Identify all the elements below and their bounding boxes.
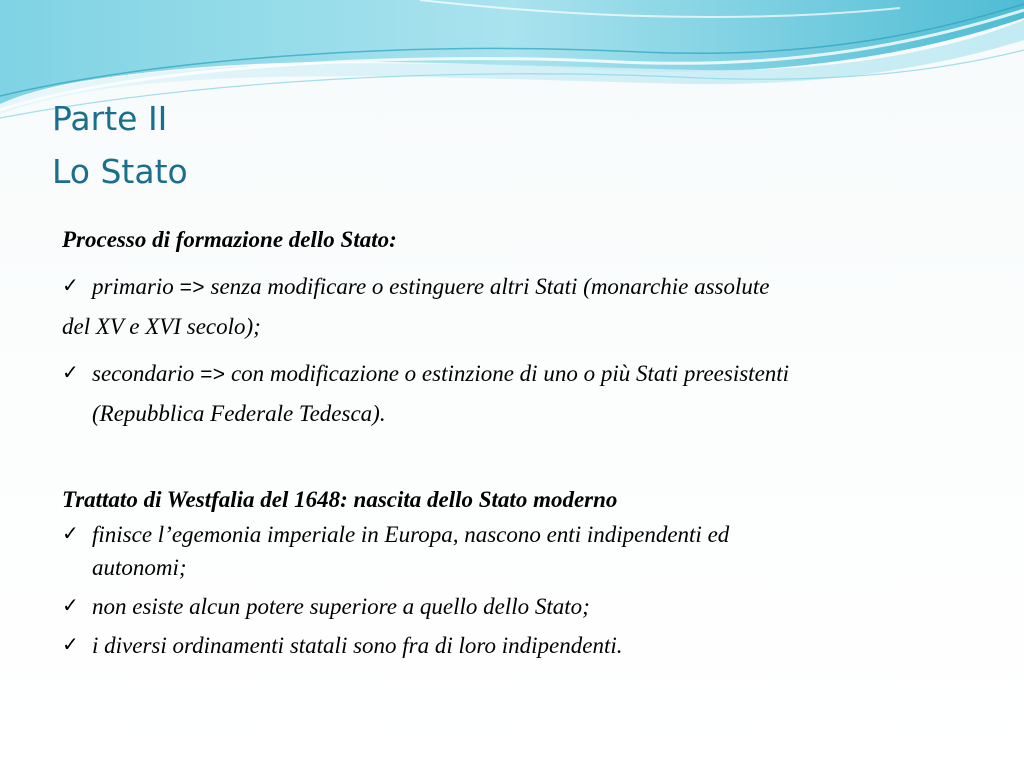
title-line-2: Lo Stato [52,152,188,191]
arrow-symbol: => [199,365,226,388]
checkmark-icon: ✓ [62,275,79,297]
checkmark-icon: ✓ [62,634,79,656]
list-item-primario [62,268,982,345]
section-1-heading: Processo di formazione dello Stato: [62,227,397,252]
slide-content [62,222,982,662]
term-primario: primario [92,274,174,299]
item-text-line-1: finisce l’egemonia imperiale in Europa, nascono enti indipendenti ed [92,522,730,547]
item-text-line-1: senza modificare o estinguere altri Stati (monarchie assolute [210,274,770,299]
section-2-heading: Trattato di Westfalia del 1648: nascita dello Stato moderno [62,487,618,512]
list-item-egemonia [62,518,982,584]
item-text: i diversi ordinamenti statali sono fra di loro indipendenti. [92,633,623,658]
list-item-potere [62,590,982,623]
item-text-line-2: (Repubblica Federale Tedesca). [92,401,386,426]
item-text-line-2: del XV e XVI secolo); [62,314,261,339]
slide-title [52,92,188,198]
checkmark-icon: ✓ [62,595,79,617]
list-item-ordinamenti [62,629,982,662]
item-text-line-1: con modificazione o estinzione di uno o più Stati preesistenti [230,361,790,386]
title-line-1: Parte II [52,99,168,138]
term-secondario: secondario [92,361,195,386]
list-item-secondario [62,355,982,432]
arrow-symbol: => [179,278,205,301]
item-text: non esiste alcun potere superiore a quello dello Stato; [92,594,590,619]
item-text-line-2: autonomi; [92,555,187,580]
checkmark-icon: ✓ [62,362,79,384]
checkmark-icon: ✓ [62,523,79,545]
